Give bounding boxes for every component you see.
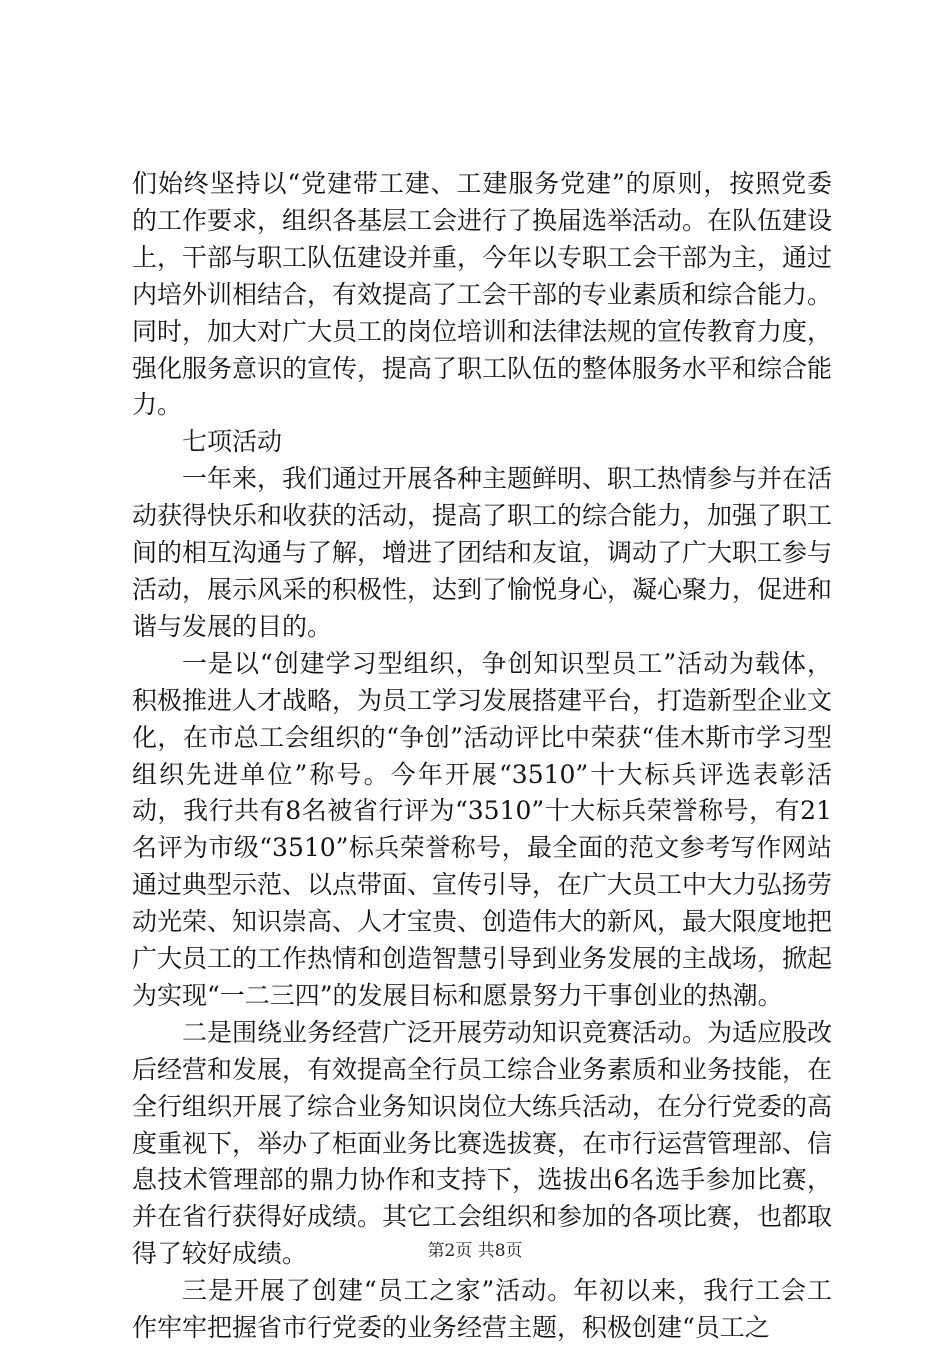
paragraph-item-three: 三是开展了创建“员工之家”活动。年初以来，我行工会工作牢牢把握省市行党委的业务经营主题，积极创建“员工之 — [132, 1276, 832, 1343]
document-body — [132, 166, 832, 1347]
page-number-footer: 第2页 共8页 — [427, 1241, 523, 1261]
paragraph-continuation: 们始终坚持以“党建带工建、工建服务党建”的原则，按照党委的工作要求，组织各基层工会进行了换届选举活动。在队伍建设上，干部与职工队伍建设并重，今年以专职工会干部为主，通过内培外训相结合，有效提高了工会干部的专业素质和综合能力。同时，加大对广大员工的岗位培训和法律法规的宣传教育力度，强化服务意识的宣传，提高了职工队伍的整体服务水平和综合能力。 — [132, 169, 833, 420]
paragraph-intro: 一年来，我们通过开展各种主题鲜明、职工热情参与并在活动获得快乐和收获的活动，提高了职工的综合能力，加强了职工间的相互沟通与了解，增进了团结和友谊，调动了广大职工参与活动，展示风采的积极性，达到了愉悦身心，凝心聚力，促进和谐与发展的目的。 — [132, 464, 833, 641]
section-heading-seven-activities: 七项活动 — [182, 427, 283, 457]
paragraph-item-two: 二是围绕业务经营广泛开展劳动知识竞赛活动。为适应股改后经营和发展，有效提高全行员工综合业务素质和业务技能，在全行组织开展了综合业务知识岗位大练兵活动，在分行党委的高度重视下，举办了柜面业务比赛选拔赛，在市行运营管理部、信息技术管理部的鼎力协作和支持下，选拔出6名选手参加比赛，并在省行获得好成绩。其它工会组织和参加的各项比赛，也都取得了较好成绩。 — [132, 1017, 833, 1269]
paragraph-item-one: 一是以“创建学习型组织，争创知识型员工”活动为载体，积极推进人才战略，为员工学习发展搭建平台，打造新型企业文化，在市总工会组织的“争创”活动评比中荣获“佳木斯市学习型组织先进单位”称号。今年开展“3510”十大标兵评选表彰活动，我行共有8名被省行评为“3510”十大标兵荣誉称号，有21名评为市级“3510”标兵荣誉称号，最全面的范文参考写作网站通过典型示范、以点带面、宣传引导，在广大员工中大力弘扬劳动光荣、知识崇高、人才宝贵、创造伟大的新风，最大限度地把广大员工的工作热情和创造智慧引导到业务发展的主战场，掀起为实现“一二三四”的发展目标和愿景努力干事创业的热潮。 — [132, 648, 833, 1010]
